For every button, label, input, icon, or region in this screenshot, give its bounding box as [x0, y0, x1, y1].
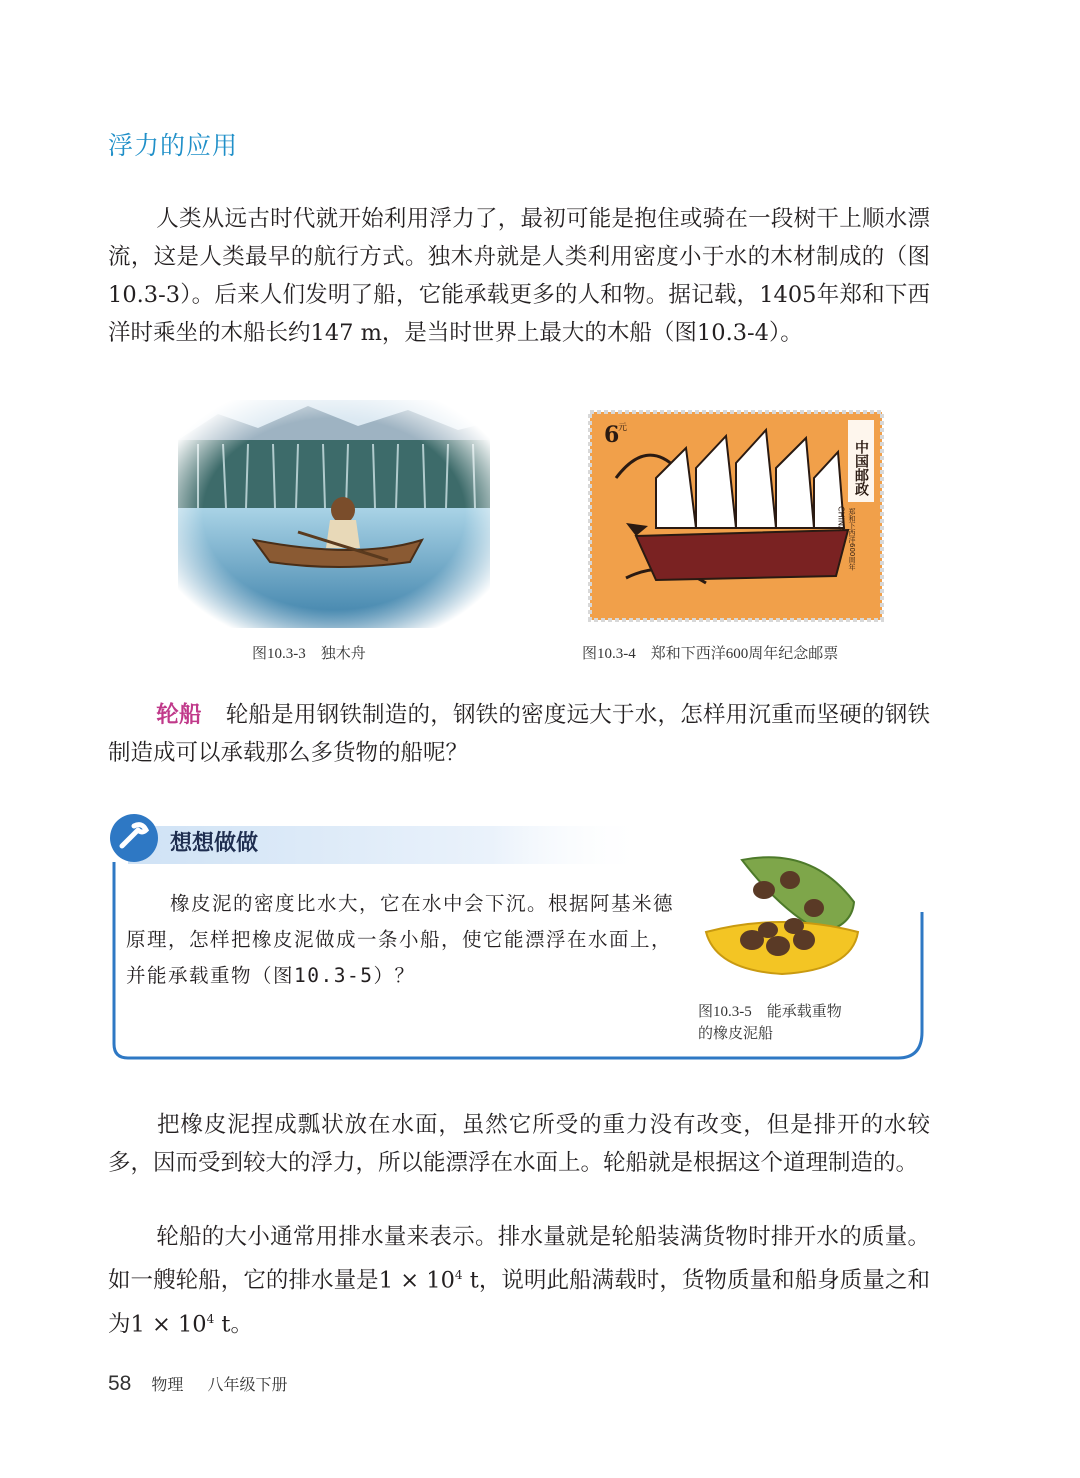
intro-text: 人类从远古时代就开始利用浮力了，最初可能是抱住或骑在一段树干上顺水漂流，这是人类最早的航行方式。独木舟就是人类利用密度小于水的木材制成的（图10.3-3）。后来人们发明了船，它能承载更多的人和物。据记载，1405年郑和下西洋时乘坐的木船长约147 m，是当时世界上最大的木船（图10.3-4）。 [108, 206, 930, 346]
explanation-text: 把橡皮泥捏成瓢状放在水面，虽然它所受的重力没有改变，但是排开的水较多，因而受到较大的浮力，所以能漂浮在水面上。轮船就是根据这个道理制造的。 [108, 1112, 930, 1176]
stamp-caption: 图10.3-4 郑和下西洋600周年纪念邮票 [582, 646, 839, 662]
footer-grade: 八年级下册 [207, 1375, 288, 1394]
activity-text-content: 橡皮泥的密度比水大，它在水中会下沉。根据阿基米德原理，怎样把橡皮泥做成一条小船，使它能漂浮在水面上，并能承载重物（图10.3-5）？ [126, 892, 675, 987]
footer-subject: 物理 [151, 1375, 184, 1394]
steamship-term: 轮船 [156, 702, 202, 728]
stamp-name: 郑和下西洋600周年 [848, 508, 856, 571]
activity-text [126, 886, 686, 994]
activity-box [108, 812, 926, 1062]
steamship-text: 轮船是用钢铁制造的，钢铁的密度远大于水，怎样用沉重而坚硬的钢铁制造成可以承载那么多货物的船呢？ [108, 702, 930, 766]
displacement-exponent-1: 4 [454, 1268, 463, 1282]
stamp-country-en: CHINA [836, 506, 846, 532]
displacement-text-2: t，说明此船满载时，货物质量和船身质量之和为1 × 10 [108, 1267, 930, 1337]
stamp-country: 中国邮政 [853, 440, 869, 496]
explanation-paragraph [108, 1106, 930, 1182]
page-number: 58 [108, 1372, 132, 1395]
clay-boat-caption-line2: 的橡皮泥船 [698, 1026, 774, 1042]
intro-paragraph [108, 200, 930, 352]
displacement-text-3: t。 [214, 1311, 253, 1337]
canoe-caption: 图10.3-3 独木舟 [252, 646, 366, 662]
displacement-exponent-2: 4 [206, 1311, 215, 1326]
activity-header: 想想做做 [170, 831, 259, 856]
canoe-illustration [178, 400, 490, 628]
stamp-denomination: 6 [604, 422, 620, 448]
displacement-paragraph [108, 1218, 930, 1343]
steamship-paragraph [108, 696, 930, 772]
clay-boat-illustration [702, 852, 862, 982]
stamp-unit: 元 [618, 423, 628, 433]
zheng-he-stamp [586, 408, 886, 624]
displacement-text-1: 轮船的大小通常用排水量来表示。排水量就是轮船装满货物时排开水的质量。如一艘轮船，它的排水量是1 × 10 [108, 1224, 930, 1294]
section-title: 浮力的应用 [108, 131, 239, 160]
clay-boat-caption-line1: 图10.3-5 能承载重物 [698, 1004, 842, 1020]
page-footer [108, 1372, 287, 1396]
